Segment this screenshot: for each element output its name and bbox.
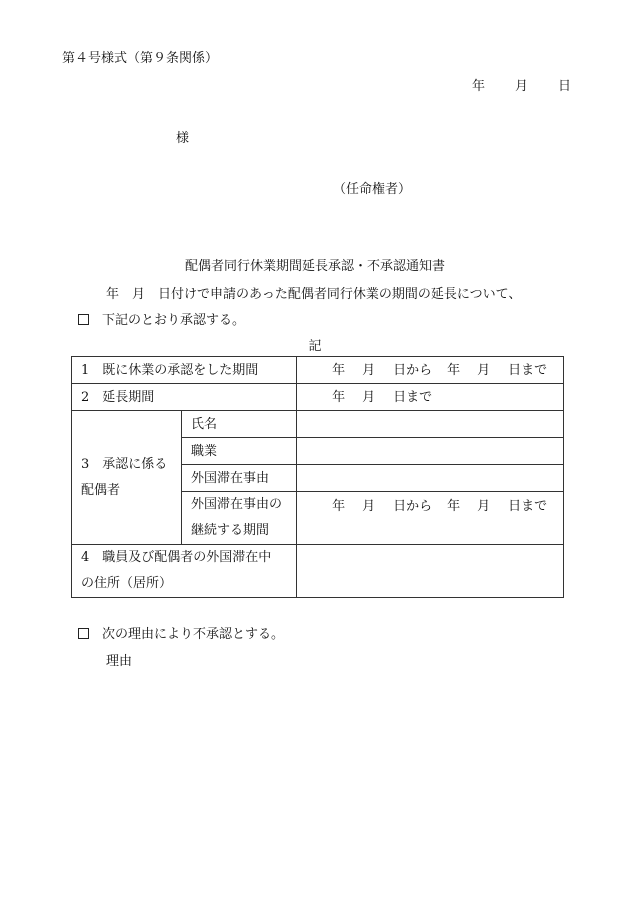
date-line xyxy=(472,80,571,93)
reject-option xyxy=(78,628,284,641)
period-month-from: 月 xyxy=(362,362,376,378)
table-row xyxy=(72,411,564,438)
date-year: 年 xyxy=(472,79,486,94)
ki-heading: 記 xyxy=(308,339,322,354)
row2-value[interactable] xyxy=(297,384,564,411)
approve-checkbox[interactable] xyxy=(78,314,89,325)
table-row xyxy=(72,545,564,598)
period-year-from: 年 xyxy=(332,362,346,378)
continuing-period-label-line1: 外国滞在事由の xyxy=(191,497,283,512)
addressee: 様 xyxy=(176,131,190,146)
continuing-period-label-line2: 継続する期間 xyxy=(191,523,270,538)
reject-checkbox[interactable] xyxy=(78,628,89,639)
form-table xyxy=(71,356,564,598)
form-number: 第４号様式（第９条関係） xyxy=(62,51,219,66)
row4-label-line2: の住所（居所） xyxy=(81,576,173,591)
reason-abroad-label: 外国滞在事由 xyxy=(182,465,297,492)
row4-label xyxy=(72,545,297,598)
continuing-day-from: 日から xyxy=(393,499,433,514)
reject-text: 次の理由により不承認とする。 xyxy=(102,627,285,642)
table-row xyxy=(72,357,564,384)
row3-label-line2: 配偶者 xyxy=(81,482,121,498)
appointer: （任命権者） xyxy=(333,182,412,197)
period-year-to: 年 xyxy=(447,362,461,378)
row3-label-line1: 3 承認に係る xyxy=(81,456,168,472)
row4-label-line1: 4 職員及び配偶者の外国滞在中 xyxy=(81,550,272,565)
reason-abroad-field[interactable] xyxy=(297,465,564,492)
period-day-to: 日まで xyxy=(508,362,548,378)
spouse-name-field[interactable] xyxy=(297,411,564,438)
continuing-period-field[interactable] xyxy=(297,492,564,545)
period-month-to: 月 xyxy=(477,362,491,378)
extension-year: 年 xyxy=(332,389,346,405)
reason-label: 理由 xyxy=(106,654,133,669)
continuing-month-from: 月 xyxy=(362,499,376,514)
row1-label: 1 既に休業の承認をした期間 xyxy=(72,357,297,384)
extension-month: 月 xyxy=(362,389,376,405)
spouse-occupation-field[interactable] xyxy=(297,438,564,465)
row3-label xyxy=(72,411,182,545)
spouse-name-label: 氏名 xyxy=(182,411,297,438)
row1-value[interactable] xyxy=(297,357,564,384)
continuing-year-from: 年 xyxy=(332,499,346,514)
approve-option xyxy=(78,314,245,327)
body-text: 年 月 日付けで申請のあった配偶者同行休業の期間の延長について、 xyxy=(106,287,522,302)
approve-text: 下記のとおり承認する。 xyxy=(102,313,246,328)
continuing-month-to: 月 xyxy=(477,499,491,514)
continuing-period-label xyxy=(182,492,297,545)
continuing-day-to: 日まで xyxy=(508,499,548,514)
period-day-from: 日から xyxy=(393,362,433,378)
document-title: 配偶者同行休業期間延長承認・不承認通知書 xyxy=(184,259,445,274)
continuing-year-to: 年 xyxy=(447,499,461,514)
date-day: 日 xyxy=(558,79,572,94)
table-row xyxy=(72,384,564,411)
date-month: 月 xyxy=(515,79,529,94)
extension-day: 日まで xyxy=(393,389,433,405)
row2-label: 2 延長期間 xyxy=(72,384,297,411)
address-field[interactable] xyxy=(297,545,564,598)
spouse-occupation-label: 職業 xyxy=(182,438,297,465)
